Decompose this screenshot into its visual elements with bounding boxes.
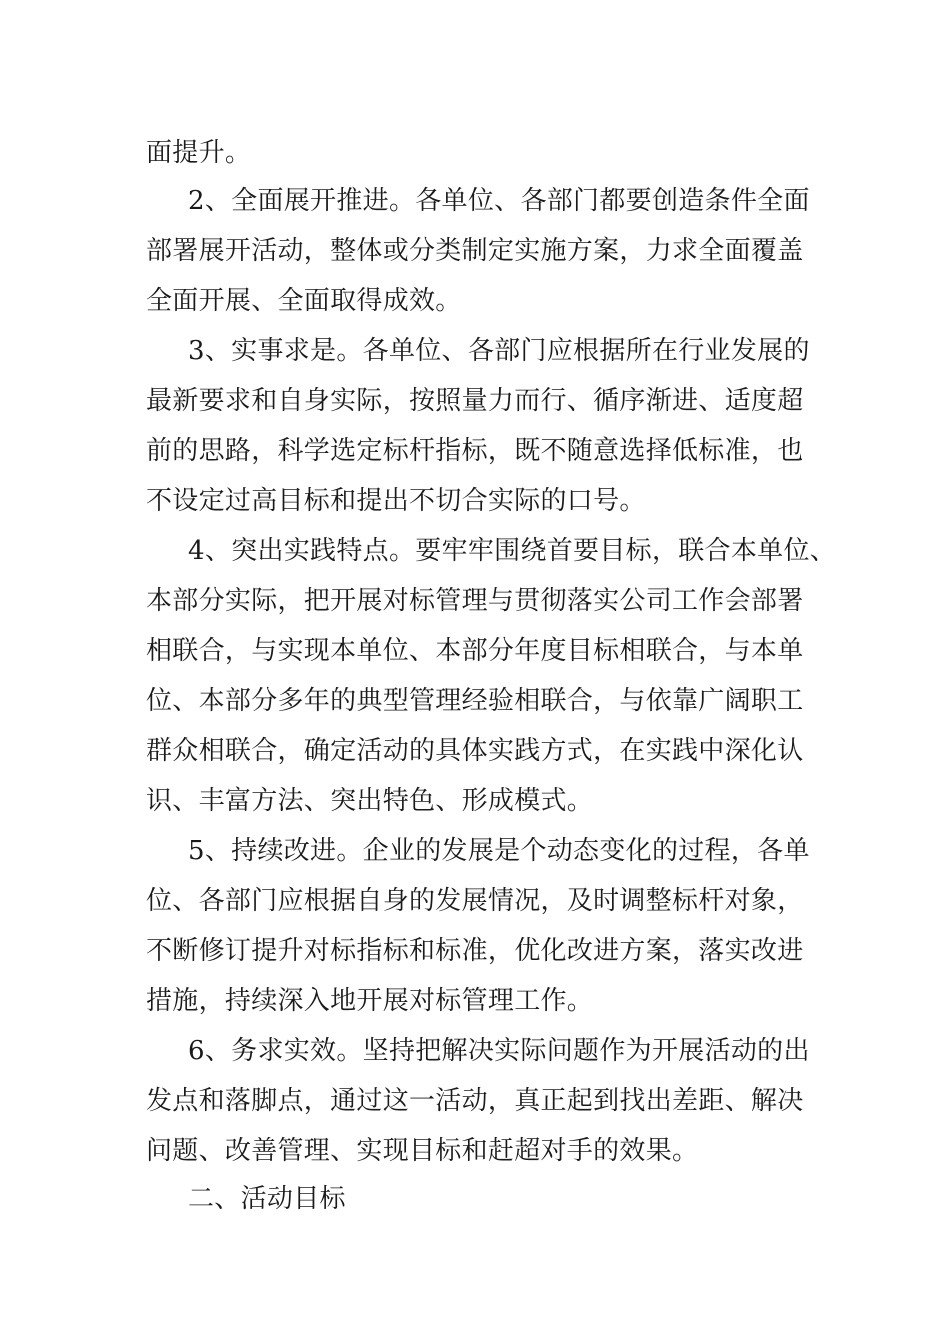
text-line: 3、实事求是。各单位、各部门应根据所在行业发展的 (188, 336, 810, 366)
text-line: 不断修订提升对标指标和标准，优化改进方案，落实改进 (146, 936, 804, 966)
text-line: 面提升。 (146, 138, 252, 168)
text-line: 5、持续改进。企业的发展是个动态变化的过程，各单 (188, 836, 810, 866)
text-line: 最新要求和自身实际，按照量力而行、循序渐进、适度超 (146, 386, 804, 416)
section-heading: 二、活动目标 (188, 1184, 346, 1214)
text-line: 发点和落脚点，通过这一活动，真正起到找出差距、解决 (146, 1086, 804, 1116)
text-line: 4、突出实践特点。要牢牢围绕首要目标，联合本单位、 (188, 536, 837, 566)
text-line: 全面开展、全面取得成效。 (146, 286, 462, 316)
text-line: 6、务求实效。坚持把解决实际问题作为开展活动的出 (188, 1036, 810, 1066)
text-line: 本部分实际，把开展对标管理与贯彻落实公司工作会部署 (146, 586, 804, 616)
text-line: 群众相联合，确定活动的具体实践方式，在实践中深化认 (146, 736, 804, 766)
text-line: 位、各部门应根据自身的发展情况，及时调整标杆对象， (146, 886, 804, 916)
text-line: 前的思路，科学选定标杆指标，既不随意选择低标准，也 (146, 436, 804, 466)
text-line: 不设定过高目标和提出不切合实际的口号。 (146, 486, 646, 516)
text-line: 措施，持续深入地开展对标管理工作。 (146, 986, 594, 1016)
text-line: 位、本部分多年的典型管理经验相联合，与依靠广阔职工 (146, 686, 804, 716)
text-line: 问题、改善管理、实现目标和赶超对手的效果。 (146, 1136, 699, 1166)
text-line: 2、全面展开推进。各单位、各部门都要创造条件全面 (188, 186, 810, 216)
text-line: 相联合，与实现本单位、本部分年度目标相联合，与本单 (146, 636, 804, 666)
text-line: 部署展开活动，整体或分类制定实施方案，力求全面覆盖 (146, 236, 804, 266)
text-line: 识、丰富方法、突出特色、形成模式。 (146, 786, 594, 816)
